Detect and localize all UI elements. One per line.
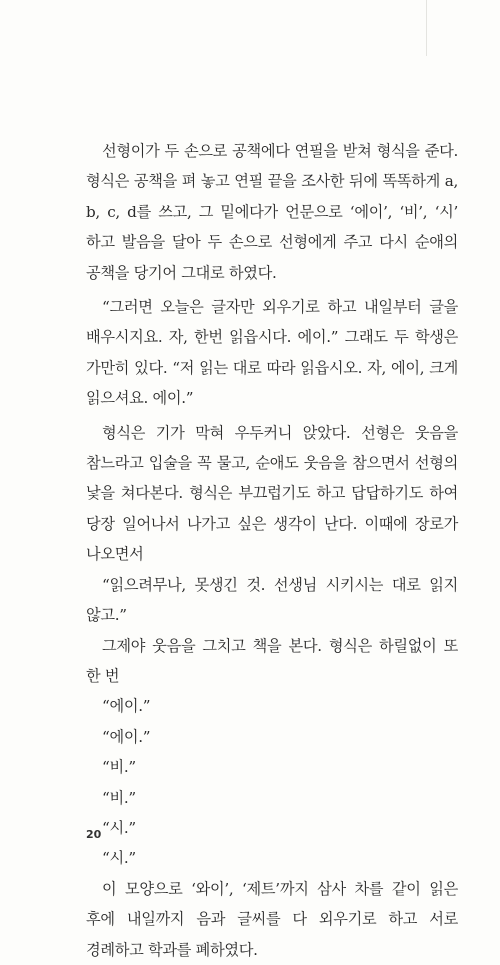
dialogue-line-1: “에이.”: [102, 697, 151, 716]
paragraph-1: 선형이가 두 손으로 공책에다 연필을 받쳐 형식을 준다. 형식은 공책을 펴 놓고 연필 끝을 조사한 뒤에 똑똑하게 a, b, c, d를 쓰고, 그 밑에다가 언문으로 ‘에이’, ‘비’, ‘시’ 하고 발음을 달아 두 손으로 선형에게 주고 다시 순애의 공책을 당기어 그대로 하였다.: [86, 142, 458, 282]
dialogue-line-3: “비.”: [102, 758, 136, 777]
paragraph-4: “읽으려무나, 못생긴 것. 선생님 시키시는 대로 읽지 않고.”: [86, 575, 458, 625]
paragraph-3: 형식은 기가 막혀 우두커니 앉았다. 선형은 웃음을 참느라고 입술을 꼭 물고, 순애도 웃음을 참으면서 선형의 낯을 쳐다본다. 형식은 부끄럽기도 하고 답답하기도 하여 당장 일어나서 나가고 싶은 생각이 난다. 이때에 장로가 나오면서: [86, 423, 458, 564]
paragraph-final: 이 모양으로 ‘와이’, ‘제트’까지 삼사 차를 같이 읽은 후에 내일까지 음과 글씨를 다 외우기로 하고 서로 경례하고 학과를 폐하였다.: [86, 879, 458, 959]
paragraph-5: 그제야 웃음을 그치고 책을 본다. 형식은 하릴없이 또 한 번: [86, 636, 458, 685]
paragraph-2: “그러면 오늘은 글자만 외우기로 하고 내일부터 글을 배우시지요. 자, 한번 읽읍시다. 에이.” 그래도 두 학생은 가만히 있다. “저 읽는 대로 따라 읽읍시오. 자, 에이, 크게 읽으셔요. 에이.”: [86, 298, 458, 408]
dialogue-line-2: “에이.”: [102, 727, 151, 746]
body-text: [86, 136, 458, 965]
dialogue-line-4: “비.”: [102, 788, 136, 807]
dialogue-line-6: “시.”: [102, 849, 136, 868]
page-number: 20: [86, 828, 102, 841]
dialogue-line-5: “시.”: [102, 818, 136, 837]
page-edge-line: [426, 0, 427, 56]
